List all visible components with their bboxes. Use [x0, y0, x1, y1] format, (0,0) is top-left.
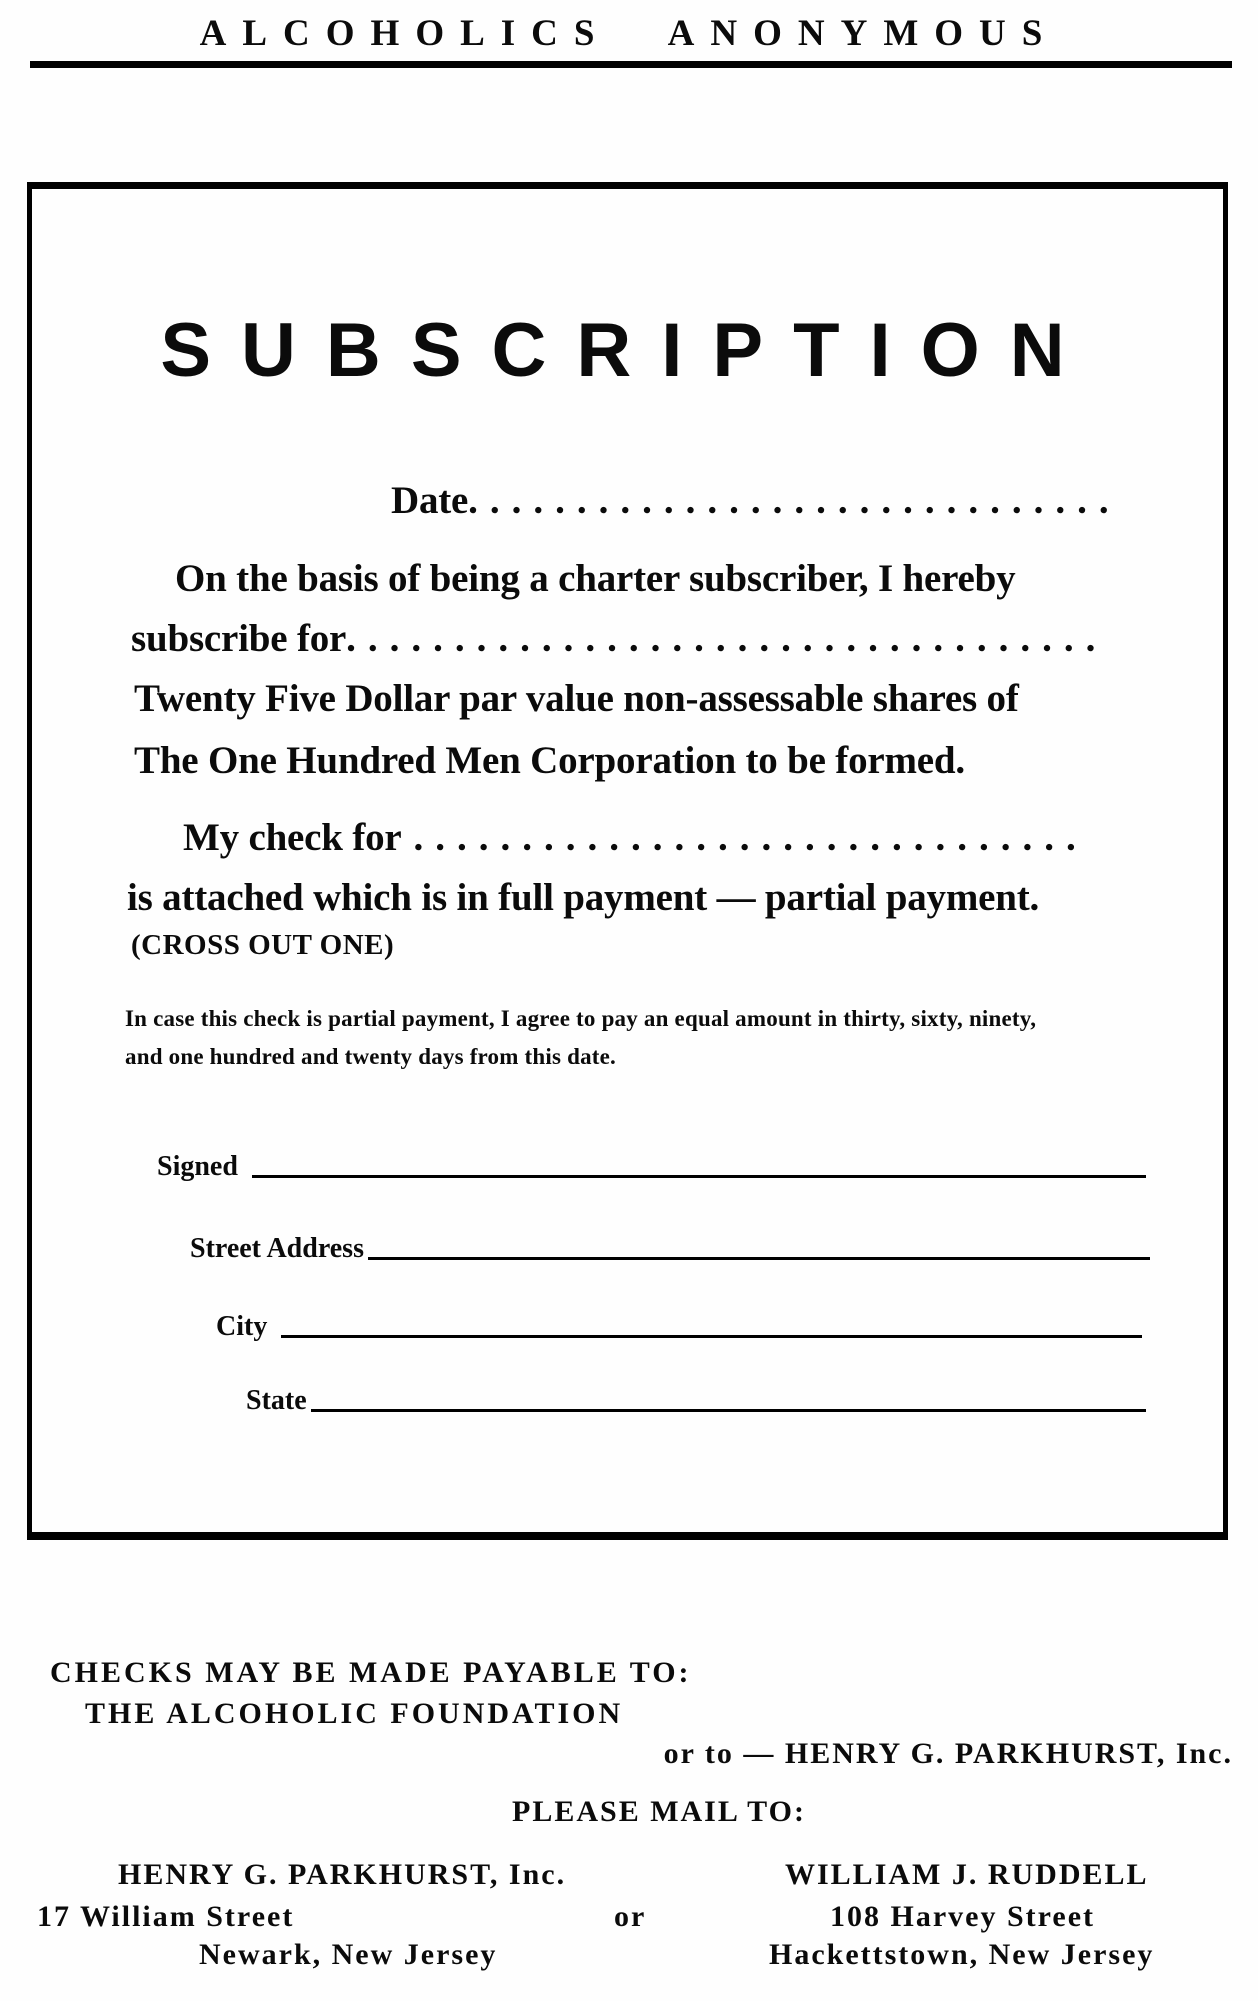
intro-line: On the basis of being a charter subscriber, I hereby [175, 557, 1016, 600]
left-address-name: HENRY G. PARKHURST, Inc. [118, 1858, 567, 1891]
right-address-name: WILLIAM J. RUDDELL [785, 1858, 1149, 1891]
street-address-field-row [190, 1233, 1150, 1265]
right-address-street: 108 Harvey Street [830, 1900, 1096, 1933]
state-blank-line [311, 1409, 1146, 1412]
please-mail-to-heading: PLEASE MAIL TO: [512, 1795, 806, 1828]
signed-field-row [157, 1151, 1146, 1183]
street-address-field-label: Street Address [190, 1233, 364, 1264]
header-rule [30, 61, 1232, 68]
payment-line: is attached which is in full payment — partial payment. [127, 876, 1040, 919]
subscribe-line [131, 616, 1107, 661]
date-dotted-blank: .............................. [468, 479, 1121, 522]
checks-payable-heading: CHECKS MAY BE MADE PAYABLE TO: [50, 1656, 692, 1689]
state-field-label: State [246, 1385, 307, 1416]
date-label: Date [391, 479, 469, 522]
left-address-street: 17 William Street [37, 1900, 295, 1933]
city-blank-line [281, 1335, 1142, 1338]
shares-line-2: The One Hundred Men Corporation to be formed. [134, 739, 965, 782]
form-title: SUBSCRIPTION [160, 308, 1095, 393]
city-field-label: City [216, 1311, 268, 1342]
street-address-blank-line [368, 1257, 1150, 1260]
subscription-form-box [27, 182, 1228, 1540]
subscribe-dotted-blank: ................................... [346, 617, 1108, 660]
page-header-title: ALCOHOLICS ANONYMOUS [199, 13, 1059, 54]
shares-line-1: Twenty Five Dollar par value non-assessable shares of [134, 677, 1019, 720]
signed-field-label: Signed [157, 1151, 238, 1182]
cross-out-note: (CROSS OUT ONE) [131, 929, 395, 961]
signed-blank-line [252, 1175, 1146, 1178]
fine-print-line-1: In case this check is partial payment, I agree to pay an equal amount in thirty, sixty, ninety, [125, 1006, 1037, 1031]
subscribe-label: subscribe for [131, 617, 347, 660]
left-address-city: Newark, New Jersey [199, 1938, 498, 1971]
state-field-row [246, 1385, 1146, 1417]
or-separator: or [614, 1900, 647, 1933]
city-field-row [216, 1311, 1142, 1343]
right-address-city: Hackettstown, New Jersey [769, 1938, 1155, 1971]
or-to-parkhurst-line: or to — HENRY G. PARKHURST, Inc. [663, 1737, 1233, 1770]
check-dotted-blank: ............................... [413, 816, 1088, 859]
payable-to-foundation: THE ALCOHOLIC FOUNDATION [85, 1697, 624, 1730]
fine-print-line-2: and one hundred and twenty days from this date. [125, 1044, 617, 1069]
check-line [183, 815, 1088, 860]
check-label: My check for [183, 816, 402, 859]
date-line [391, 478, 1121, 523]
